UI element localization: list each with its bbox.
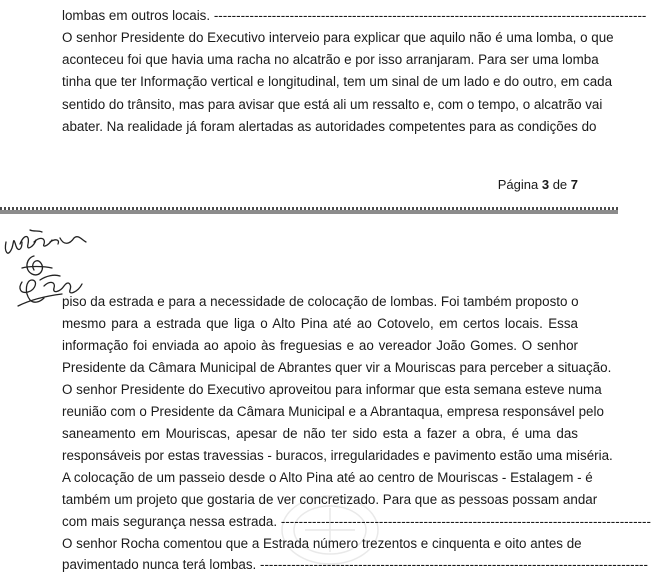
text-line: reunião com o Presidente da Câmara Municipal e a Abrantaqua, empresa responsável pelo xyxy=(62,404,604,419)
text-line: mesmo para a estrada que liga o Alto Pina até ao Cotovelo, em certos locais. Essa xyxy=(62,316,578,331)
text-line: Presidente da Câmara Municipal de Abrantes quer vir a Mouriscas para perceber a situação. xyxy=(62,360,612,375)
text-line: tinha que ter Informação vertical e longitudinal, tem um sinal de um lado e do outro, em cada xyxy=(62,74,613,89)
text-line: O senhor Presidente do Executivo interveio para explicar que aquilo não é uma lomba, o que xyxy=(62,30,614,45)
text-line: O senhor Presidente do Executivo aproveitou para informar que esta semana esteve numa xyxy=(62,382,602,397)
text-line: responsáveis por estas travessias - buracos, irregularidades e pavimento estão uma miséria. xyxy=(62,448,613,463)
text-line: abater. Na realidade já foram alertadas as autoridades competentes para as condições do xyxy=(62,119,597,134)
text-line: também um projeto que gostaria de ver concretizado. Para que as pessoas possam andar xyxy=(62,492,598,507)
text-line: aconteceu foi que havia uma racha no alcatrão e por isso arranjaram. Para ser uma lomba xyxy=(62,52,599,67)
page-number-middle: de xyxy=(549,177,571,192)
page-number-total: 7 xyxy=(570,177,578,192)
page-number xyxy=(498,177,578,193)
text-line: A colocação de um passeio desde o Alto Pina até ao centro de Mouriscas - Estalagem - é xyxy=(62,470,593,485)
text-line: com mais segurança nessa estrada. ----------------------------------------------------------------------------------- xyxy=(62,514,651,529)
text-line: pavimentado nunca terá lombas. --------------------------------------------------------------------------------------- xyxy=(62,557,648,572)
text-line: informação foi enviada ao apoio às freguesias e ao vereador João Gomes. O senhor xyxy=(62,338,578,353)
page-number-prefix: Página xyxy=(497,177,542,192)
text-line: O senhor Rocha comentou que a Estrada número trezentos e cinquenta e oito antes de xyxy=(62,536,582,551)
text-line: sentido do trânsito, mas para avisar que está ali um ressalto e, com o tempo, o alcatrão vai xyxy=(62,97,603,112)
text-line: saneamento em Mouriscas, apesar de não ter sido esta a fazer a obra, é uma das xyxy=(62,426,578,441)
page-break xyxy=(0,207,618,217)
page-number-current: 3 xyxy=(541,177,550,192)
text-line: piso da estrada e para a necessidade de colocação de lombas. Foi também proposto o xyxy=(62,294,579,309)
text-line: lombas em outros locais. ------------------------------------------------------------------------------------------------- xyxy=(62,8,647,23)
